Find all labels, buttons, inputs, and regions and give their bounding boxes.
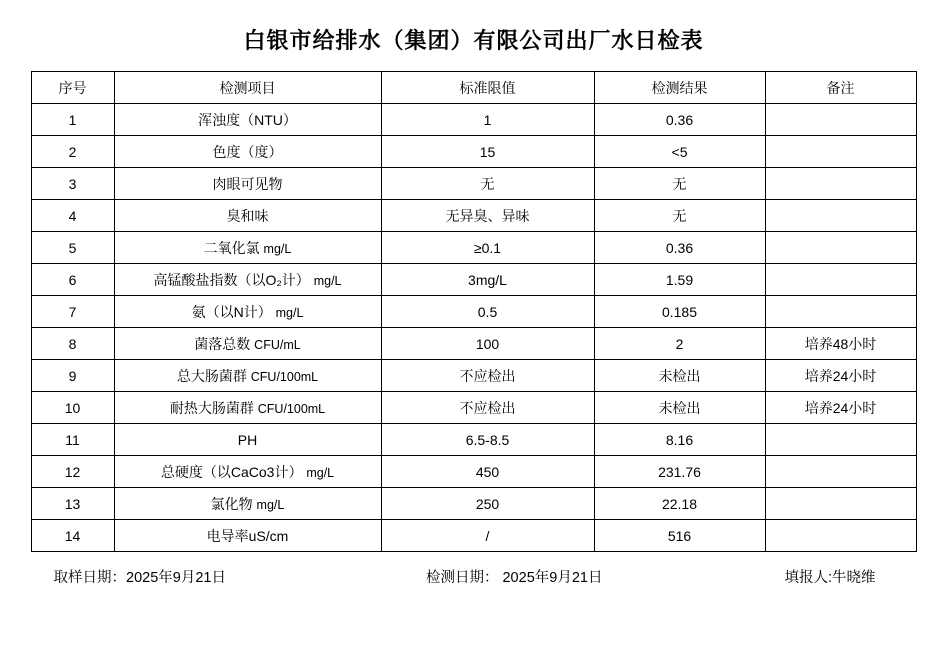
table-header <box>31 72 916 104</box>
cell-item-unit: CFU/mL <box>254 337 301 352</box>
cell-note <box>765 200 916 232</box>
table-row <box>31 360 916 392</box>
cell-no: 9 <box>31 360 114 392</box>
cell-item <box>114 424 381 456</box>
cell-result: 0.36 <box>594 232 765 264</box>
cell-note <box>765 136 916 168</box>
cell-item <box>114 200 381 232</box>
table-row <box>31 424 916 456</box>
cell-item <box>114 520 381 552</box>
cell-item-name: 肉眼可见物 <box>212 175 283 192</box>
cell-item-name: 菌落总数 <box>194 335 251 352</box>
cell-limit: 无 <box>381 168 594 200</box>
cell-result: 8.16 <box>594 424 765 456</box>
cell-item-name: 总硬度（以CaCo3计） <box>160 463 303 480</box>
cell-note <box>765 104 916 136</box>
cell-note <box>765 264 916 296</box>
cell-limit: 3mg/L <box>381 264 594 296</box>
cell-item <box>114 392 381 424</box>
cell-note: 培养48小时 <box>765 328 916 360</box>
table-header-row <box>31 72 916 104</box>
cell-no: 1 <box>31 104 114 136</box>
cell-no: 12 <box>31 456 114 488</box>
table-row <box>31 136 916 168</box>
table-row <box>31 232 916 264</box>
cell-result: 未检出 <box>594 392 765 424</box>
cell-item-name: 氯化物 <box>210 495 253 512</box>
water-quality-table <box>31 71 917 552</box>
column-header-result: 检测结果 <box>594 72 765 104</box>
cell-limit: / <box>381 520 594 552</box>
cell-result: 1.59 <box>594 264 765 296</box>
column-header-note: 备注 <box>765 72 916 104</box>
table-row <box>31 392 916 424</box>
cell-limit: 不应检出 <box>381 392 594 424</box>
cell-note: 培养24小时 <box>765 360 916 392</box>
column-header-item: 检测项目 <box>114 72 381 104</box>
cell-item-name: 总大肠菌群 <box>176 367 247 384</box>
table-row <box>31 168 916 200</box>
cell-limit: 无异臭、异味 <box>381 200 594 232</box>
table-row <box>31 488 916 520</box>
cell-no: 2 <box>31 136 114 168</box>
cell-limit: 0.5 <box>381 296 594 328</box>
filled-by: 填报人:牛晓维 <box>784 570 876 586</box>
cell-result: 无 <box>594 168 765 200</box>
cell-item-name: 色度（度） <box>212 143 283 160</box>
cell-item-name: 高锰酸盐指数（以O₂计） <box>153 271 310 288</box>
cell-result: 22.18 <box>594 488 765 520</box>
cell-result: <5 <box>594 136 765 168</box>
cell-no: 6 <box>31 264 114 296</box>
table-row <box>31 456 916 488</box>
cell-item-unit: CFU/100mL <box>257 401 326 416</box>
cell-result: 0.36 <box>594 104 765 136</box>
table-row <box>31 264 916 296</box>
testing-date: 检测日期： 2025年9月21日 <box>425 570 603 586</box>
cell-limit: 250 <box>381 488 594 520</box>
cell-item-unit: mg/L <box>256 497 285 512</box>
cell-item <box>114 232 381 264</box>
cell-item <box>114 136 381 168</box>
cell-item <box>114 168 381 200</box>
cell-item <box>114 456 381 488</box>
table-row <box>31 104 916 136</box>
table-row <box>31 200 916 232</box>
cell-item-name: 电导率uS/cm <box>206 527 289 544</box>
cell-no: 3 <box>31 168 114 200</box>
cell-item <box>114 104 381 136</box>
cell-no: 10 <box>31 392 114 424</box>
cell-result: 2 <box>594 328 765 360</box>
cell-no: 13 <box>31 488 114 520</box>
cell-note <box>765 488 916 520</box>
cell-item-unit: mg/L <box>275 305 304 320</box>
table-body <box>31 104 916 552</box>
cell-item-unit: mg/L <box>263 241 292 256</box>
cell-no: 11 <box>31 424 114 456</box>
cell-limit: ≥0.1 <box>381 232 594 264</box>
cell-note <box>765 168 916 200</box>
cell-limit: 100 <box>381 328 594 360</box>
cell-note: 培养24小时 <box>765 392 916 424</box>
cell-item <box>114 360 381 392</box>
sampling-date: 取样日期：2025年9月21日 <box>53 570 226 586</box>
cell-item <box>114 264 381 296</box>
cell-note <box>765 456 916 488</box>
cell-item-name: 氨（以N计） <box>191 303 272 320</box>
cell-note <box>765 520 916 552</box>
cell-item-name: PH <box>237 431 258 448</box>
cell-item-name: 二氧化氯 <box>203 239 260 256</box>
cell-item <box>114 296 381 328</box>
cell-no: 8 <box>31 328 114 360</box>
cell-item <box>114 328 381 360</box>
column-header-limit: 标准限值 <box>381 72 594 104</box>
cell-result: 516 <box>594 520 765 552</box>
cell-note <box>765 424 916 456</box>
cell-note <box>765 232 916 264</box>
table-row <box>31 328 916 360</box>
cell-result: 0.185 <box>594 296 765 328</box>
cell-note <box>765 296 916 328</box>
cell-result: 未检出 <box>594 360 765 392</box>
cell-item-unit: mg/L <box>313 273 342 288</box>
column-header-no: 序号 <box>31 72 114 104</box>
cell-limit: 不应检出 <box>381 360 594 392</box>
cell-no: 7 <box>31 296 114 328</box>
cell-item-unit: mg/L <box>306 465 335 480</box>
cell-limit: 1 <box>381 104 594 136</box>
cell-item-unit: CFU/100mL <box>250 369 319 384</box>
report-footer <box>44 552 904 587</box>
cell-limit: 450 <box>381 456 594 488</box>
cell-limit: 15 <box>381 136 594 168</box>
cell-no: 5 <box>31 232 114 264</box>
page-title: 白银市给排水（集团）有限公司出厂水日检表 <box>243 28 704 53</box>
cell-result: 无 <box>594 200 765 232</box>
cell-item <box>114 488 381 520</box>
table-row <box>31 520 916 552</box>
cell-item-name: 浑浊度（NTU） <box>198 111 297 128</box>
cell-item-name: 耐热大肠菌群 <box>169 399 254 416</box>
cell-no: 4 <box>31 200 114 232</box>
cell-no: 14 <box>31 520 114 552</box>
cell-limit: 6.5-8.5 <box>381 424 594 456</box>
cell-result: 231.76 <box>594 456 765 488</box>
cell-item-name: 臭和味 <box>226 207 269 224</box>
table-row <box>31 296 916 328</box>
